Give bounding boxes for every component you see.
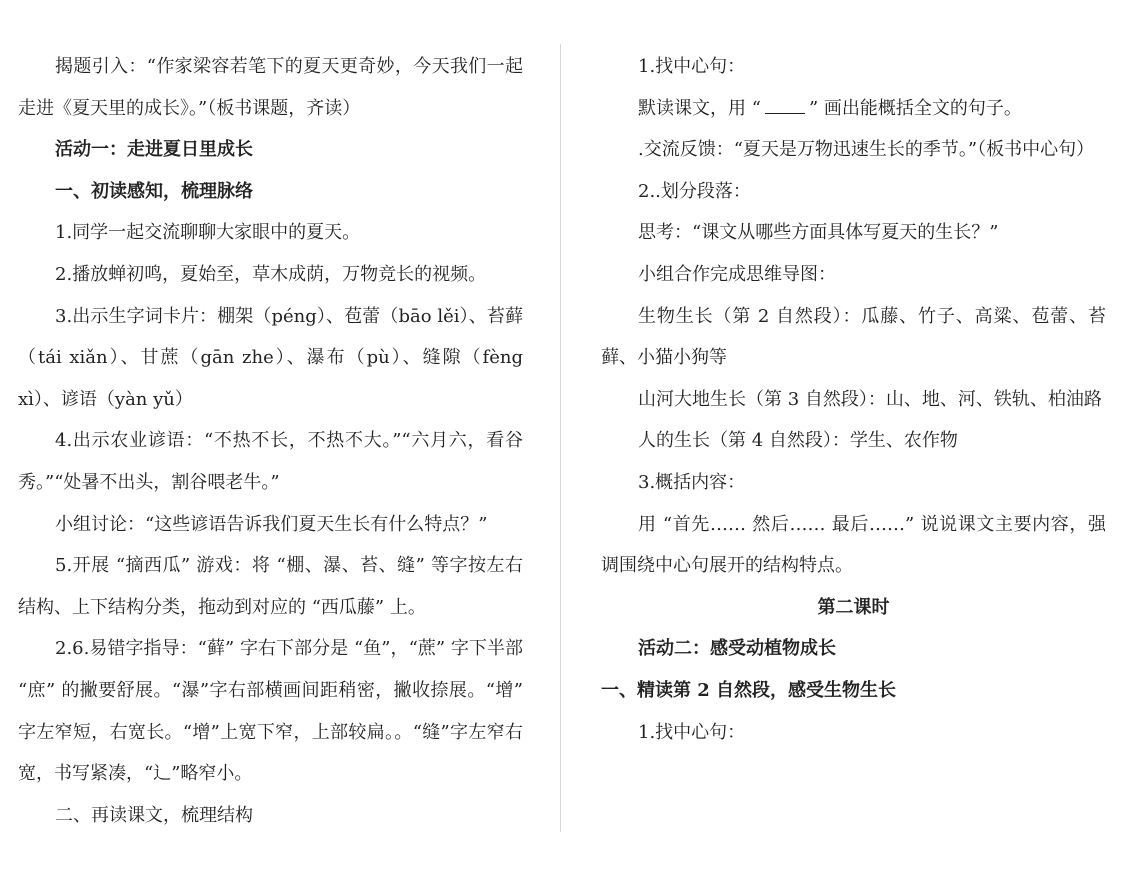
find-central-sentence: 1.找中心句： [638,56,746,77]
close-reading-heading: 一、精读第 2 自然段，感受生物生长 [601,679,897,701]
step-1-paragraph: 1.同学一起交流聊聊大家眼中的夏天。 [55,222,361,244]
step-4-proverbs-paragraph: 4.出示农业谚语：“不热不长，不热不大。”“六月六，看谷秀。”“处暑不出头，割谷喂老牛。” [18,430,523,493]
feedback-paragraph: .交流反馈：“夏天是万物迅速生长的季节。”（板书中心句） [638,139,1095,161]
find-central-sentence-2: 1.找中心句： [638,721,746,743]
human-growth-item: 人的生长（第 4 自然段）：学生、农作物 [638,430,958,452]
left-column [18,0,523,877]
biology-growth-item: 生物生长（第 2 自然段）：瓜藤、竹子、高粱、苞蕾、苔藓、小猫小狗等 [601,305,1106,369]
step-5-game-paragraph: 5.开展 “摘西瓜” 游戏：将 “棚、瀑、苔、缝” 等字按左右结构、上下结构分类，拖动到对应的 “西瓜藤” 上。 [18,555,523,618]
silent-reading-text-b: ” 画出能概括全文的句子。 [808,97,1022,119]
group-discussion-paragraph: 小组讨论：“这些谚语告诉我们夏天生长有什么特点？” [55,513,488,535]
activity-two-heading: 活动二：感受动植物成长 [638,638,836,660]
landscape-growth-item: 山河大地生长（第 3 自然段）：山、地、河、铁轨、柏油路 [638,388,1102,410]
summarize-method-paragraph: 用 “首先…… 然后…… 最后……” 说说课文主要内容，强调围绕中心句展开的结构特点。 [601,513,1106,577]
step-3-vocab-paragraph: 3.出示生字词卡片：棚架（péng）、苞蕾（bāo lěi）、苔藓（tái xiǎn）、甘蔗（gān zhe）、瀑布（pù）、缝隙（fèng xì）、谚语（yàn yǔ） [18,305,523,410]
section-one-heading: 一、初读感知，梳理脉络 [55,180,253,202]
mind-map-task: 小组合作完成思维导图： [638,263,836,285]
column-divider [560,44,561,832]
activity-one-heading: 活动一：走进夏日里成长 [55,139,253,161]
silent-reading-text-a: 默读课文，用 “ [638,97,761,119]
section-two-heading: 二、再读课文，梳理结构 [55,804,253,826]
underline-blank [765,93,805,114]
second-lesson-title: 第二课时 [817,596,890,618]
silent-reading-paragraph [601,88,1106,130]
divide-paragraphs: 2..划分段落： [638,180,751,202]
think-question: 思考：“课文从哪些方面具体写夏天的生长？” [638,222,999,244]
intro-paragraph: 揭题引入：“作家梁容若笔下的夏天更奇妙，今天我们一起走进《夏天里的成长》。”（板书课题，齐读） [18,56,523,119]
step-2-paragraph: 2.播放蝉初鸣，夏始至，草木成荫，万物竞长的视频。 [55,263,487,285]
summarize-content: 3.概括内容： [638,471,746,493]
right-column [601,0,1106,877]
writing-guidance-paragraph: 2.6.易错字指导：“藓” 字右下部分是 “鱼”，“蔗” 字下半部 “庶” 的撇要舒展。“瀑”字右部横画间距稍密，撇收捺展。“增” 字左窄短，右宽长。“增”上宽下窄，上部较扁。。“缝”字左窄右宽，书写紧凑，“辶”略窄小。 [18,638,523,785]
